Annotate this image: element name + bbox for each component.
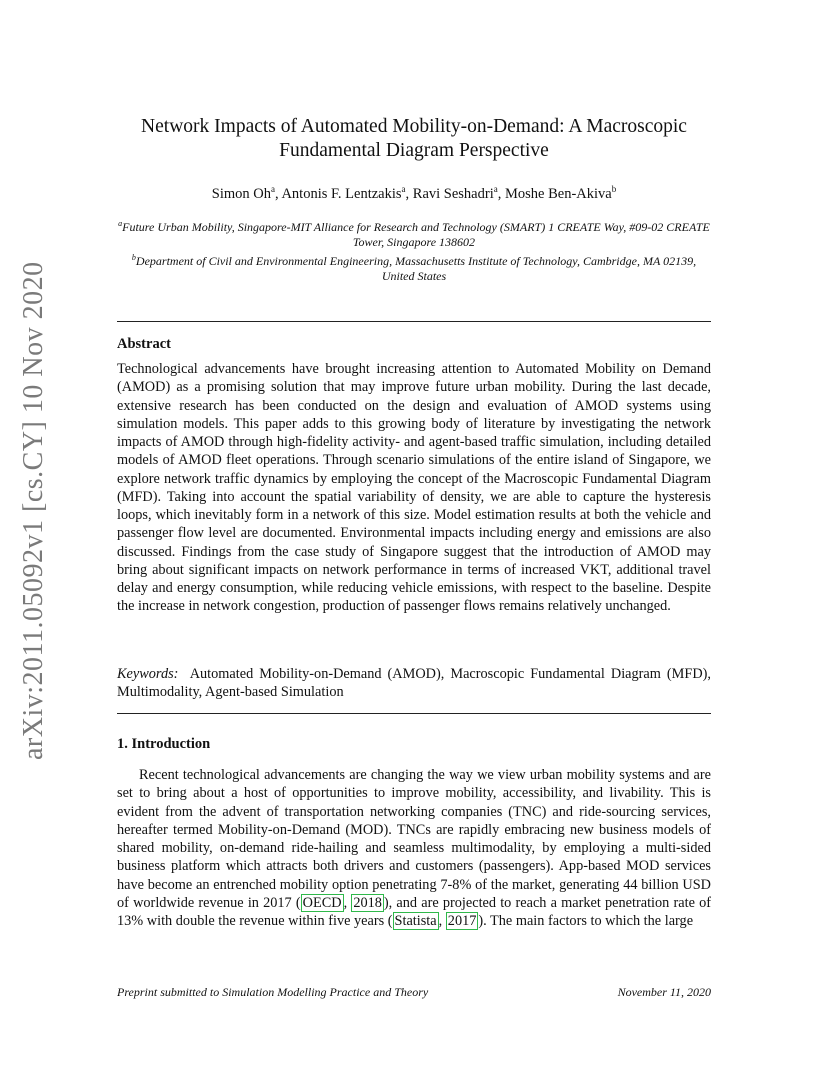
- footer-date: November 11, 2020: [617, 985, 711, 999]
- affiliation-list: [117, 216, 711, 284]
- author-name: Moshe Ben-Akiva: [504, 185, 612, 202]
- arxiv-identifier-stamp: arXiv:2011.05092v1 [cs.CY] 10 Nov 2020: [18, 261, 49, 760]
- affiliation-item: [117, 216, 711, 250]
- citation-separator: ,: [343, 895, 352, 912]
- introduction-paragraph: [117, 766, 711, 931]
- citation-link-statista[interactable]: Statista: [394, 913, 437, 930]
- citation-separator: ,: [438, 913, 446, 930]
- author-affiliation-mark: a: [401, 184, 406, 194]
- author-affiliation-mark: a: [493, 184, 498, 194]
- affiliation-item: [117, 250, 711, 284]
- citation-link-oecd-year[interactable]: 2018: [353, 895, 382, 912]
- author-name: Simon Oh: [211, 185, 271, 202]
- intro-text: ). The main factors to which the large: [478, 913, 694, 930]
- citation-link-statista-year[interactable]: 2017: [447, 913, 477, 930]
- intro-text: ), and are projected to reach a market penetration rate of 13% with double the revenue within five years (: [117, 895, 711, 930]
- abstract-top-rule: [117, 321, 711, 322]
- citation-link-oecd[interactable]: OECD: [302, 895, 342, 912]
- affiliation-text: Future Urban Mobility, Singapore-MIT Alliance for Research and Technology (SMART) 1 CREATE Way, #09-02 CREATE Tower, Singapore 138602: [122, 220, 710, 249]
- abstract-heading: Abstract: [117, 336, 171, 352]
- affiliation-mark: a: [118, 219, 123, 228]
- intro-text: Recent technological advancements are changing the way we view urban mobility systems and are set to bring about a host of opportunities to improve mobility, accessibility, and livability. This is evident from the advent of transportation networking companies (TNC) and ride-sourcing services, hereafter termed Mobility-on-Demand (MOD). TNCs are rapidly embracing new business models of shared mobility, on-demand ride-hailing and seamless multimodality, by employing a multi-sided business platform which attracts both drivers and customers (passengers). App-based MOD services have become an entrenched mobility option penetrating 7-8% of the market, generating 44 billion USD of worldwide revenue in 2017 (: [117, 767, 711, 912]
- abstract-text: Technological advancements have brought increasing attention to Automated Mobility on Demand (AMOD) as a promising solution that may improve future urban mobility. During the last decade, extensive research has been conducted on the design and evaluation of AMOD systems using simulation models. This paper adds to this growing body of literature by investigating the network impacts of AMOD through high-fidelity activity- and agent-based traffic simulation, including detailed models of AMOD fleet operations. Through scenario simulations of the entire island of Singapore, we explore network traffic dynamics by employing the concept of the Macroscopic Fundamental Diagram (MFD). Taking into account the spatial variability of density, we are able to capture the hysteresis loops, which inevitably form in a network of this size. Model estimation results at both the vehicle and passenger flow level are documented. Environmental impacts including energy and emissions are also discussed. Findings from the case study of Singapore suggest that the introduction of AMOD may bring about significant impacts on network performance in terms of increased VKT, additional travel delay and energy consumption, while reducing vehicle emissions, with respect to the baseline. Despite the increase in network congestion, production of passenger flows remains relatively unchanged.: [117, 361, 711, 615]
- abstract-bottom-rule: [117, 713, 711, 714]
- affiliation-text: Department of Civil and Environmental Engineering, Massachusetts Institute of Technology, Cambridge, MA 02139, United States: [135, 254, 697, 283]
- author-affiliation-mark: b: [611, 184, 617, 194]
- author-name: Antonis F. Lentzakis: [281, 185, 402, 202]
- section-heading-introduction: 1. Introduction: [117, 736, 211, 752]
- affiliation-mark: b: [131, 253, 136, 262]
- footer-preprint-note: Preprint submitted to Simulation Modelling Practice and Theory: [117, 985, 429, 999]
- author-name: Ravi Seshadri: [412, 185, 494, 202]
- keywords-label: Keywords:: [117, 666, 179, 682]
- author-list: Simon Oh$^a$, Antonis F. Lentzakis$^a$, Ravi Seshadri$^a$, Moshe Ben-Akiva$^b$: [211, 184, 617, 202]
- paper-title: Network Impacts of Automated Mobility-on-Demand: A Macroscopic Fundamental Diagram Perspective: [141, 116, 687, 161]
- keywords: [117, 665, 711, 702]
- author-affiliation-mark: a: [271, 184, 275, 194]
- keywords-text: Automated Mobility-on-Demand (AMOD), Macroscopic Fundamental Diagram (MFD), Multimodality, Agent-based Simulation: [117, 666, 711, 701]
